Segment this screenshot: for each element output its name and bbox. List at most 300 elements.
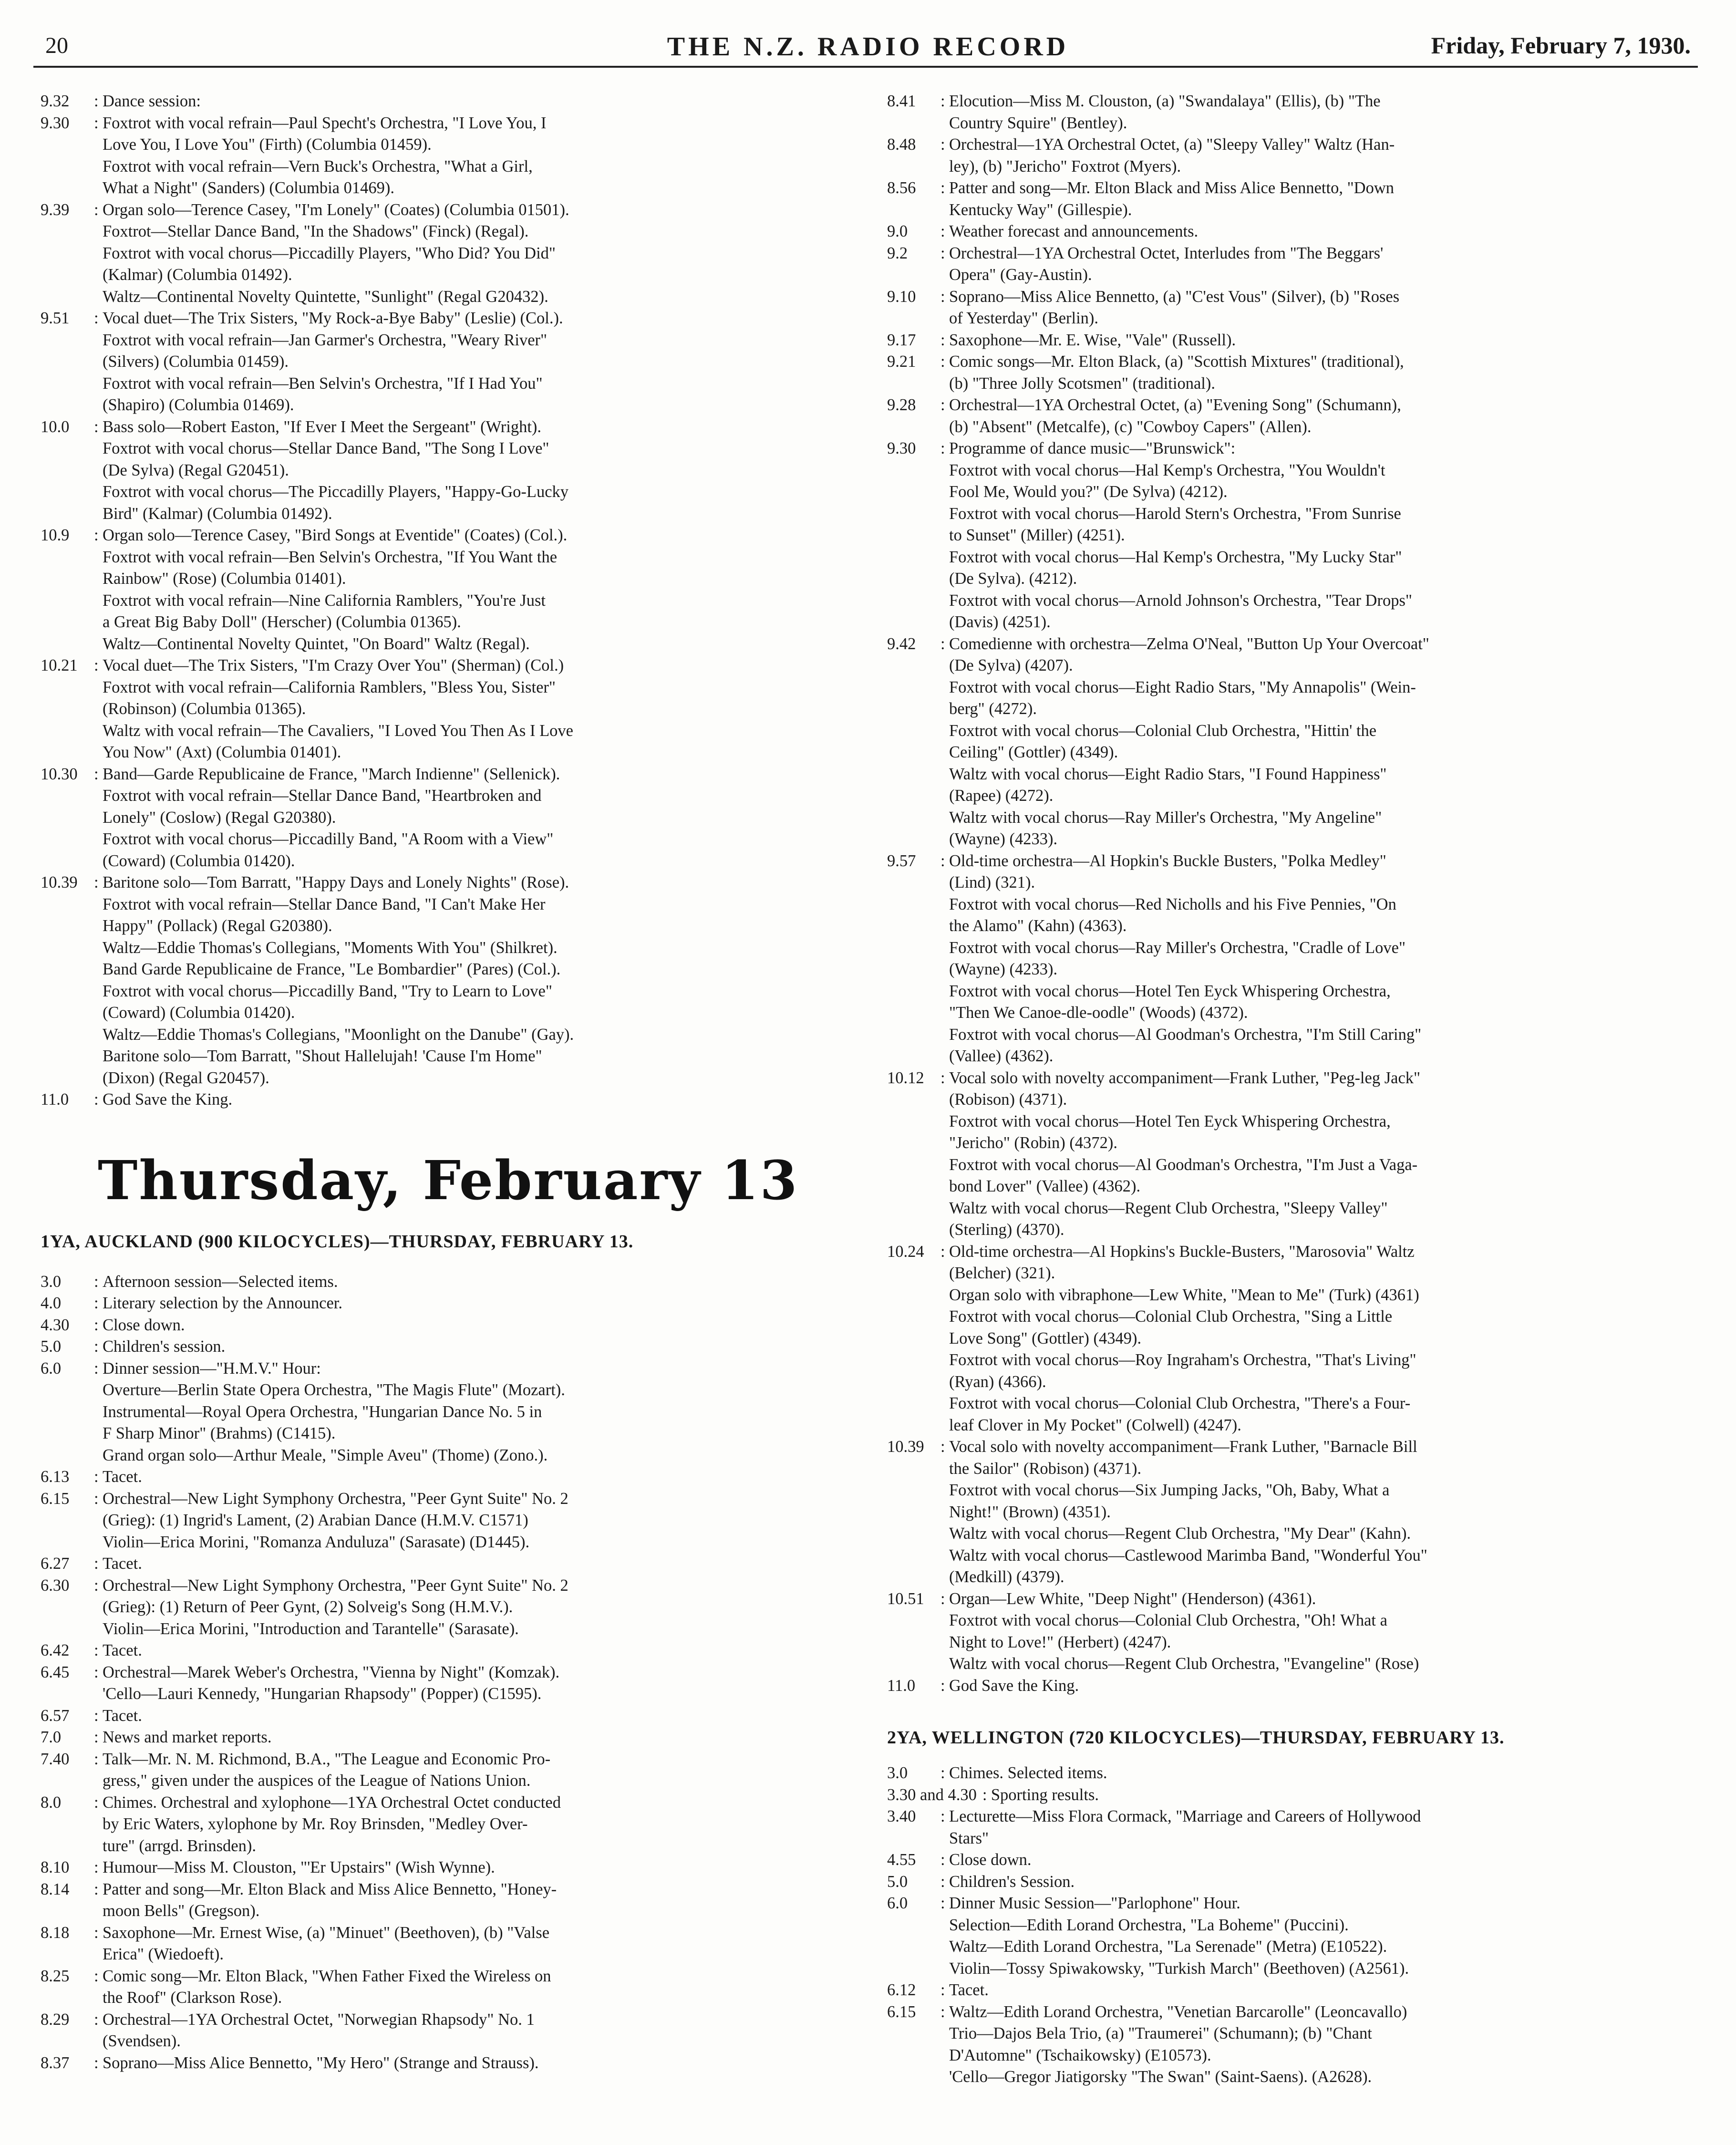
programme-line: (Wayne) (4233). [949,960,1058,978]
programme-line: Foxtrot with vocal chorus—Harold Stern's Orchestra, "From Sunrise [949,504,1401,523]
programme-time: 6.57 [41,1706,70,1725]
programme-line: Organ solo—Terence Casey, "Bird Songs at Eventide" (Coates) (Col.). [103,526,568,544]
programme-entry [41,1553,851,1575]
time-separator: : [940,851,945,870]
programme-line: Vocal duet—The Trix Sisters, "My Rock-a-Bye Baby" (Leslie) (Col.). [103,309,563,327]
time-separator: : [94,309,99,327]
programme-entry [41,1640,851,1662]
time-separator: : [94,1554,99,1573]
programme-entry [41,308,851,416]
programme-line: Foxtrot with vocal chorus—Hal Kemp's Orchestra, "My Lucky Star" [949,548,1402,566]
programme-line: Waltz with vocal chorus—Regent Club Orchestra, "Sleepy Valley" [949,1199,1388,1217]
programme-line: Vocal solo with novelty accompaniment—Frank Luther, "Barnacle Bill [949,1438,1417,1456]
programme-details [103,1466,851,1488]
programme-line: Organ solo with vibraphone—Lew White, "Mean to Me" (Turk) (4361) [949,1285,1419,1304]
programme-line: Foxtrot with vocal refrain—California Ramblers, "Bless You, Sister" [103,678,556,696]
programme-time: 8.56 [887,179,916,197]
programme-entry [41,1792,851,1857]
programme-line: Tacet. [949,1981,989,1999]
time-separator: : [94,2053,99,2072]
programme-time: 9.21 [887,352,916,371]
programme-time: 9.39 [41,200,70,219]
programme-line: Foxtrot with vocal refrain—Paul Specht's Orchestra, "I Love You, I [103,114,547,132]
programme-entry [887,394,1698,438]
programme-line: Waltz—Eddie Thomas's Collegians, "Moonlight on the Danube" (Gay). [103,1025,574,1044]
programme-time: 8.29 [41,2010,70,2029]
programme-details [949,1762,1698,1784]
programme-line: (Vallee) (4362). [949,1047,1054,1065]
programme-line: Tacet. [103,1468,142,1486]
programme-line: Old-time orchestra—Al Hopkin's Buckle Busters, "Polka Medley" [949,851,1386,870]
programme-line: (De Sylva) (4207). [949,656,1073,674]
programme-details [103,2052,851,2074]
programme-entry [41,525,851,655]
programme-details [991,1784,1698,1806]
programme-line: Vocal duet—The Trix Sisters, "I'm Crazy Over You" (Sherman) (Col.) [103,656,564,674]
programme-entry [887,1675,1698,1697]
programme-line: Foxtrot with vocal chorus—Ray Miller's Orchestra, "Cradle of Love" [949,938,1406,957]
programme-line: You Now" (Axt) (Columbia 01401). [103,743,341,761]
programme-details [949,1675,1698,1697]
time-separator: : [94,1880,99,1898]
time-separator: : [94,1359,99,1378]
programme-line: Band—Garde Republicaine de France, "March Indienne" (Sellenick). [103,765,560,783]
programme-line: Overture—Berlin State Opera Orchestra, "The Magis Flute" (Mozart). [103,1381,565,1399]
programme-line: Tacet. [103,1554,142,1573]
programme-entry [887,286,1698,330]
programme-line: Bird" (Kalmar) (Columbia 01492). [103,504,332,523]
programme-entry [41,1336,851,1358]
programme-time: 9.32 [41,92,70,110]
programme-time: 9.17 [887,331,916,349]
time-separator: : [940,1242,945,1261]
programme-details [103,1315,851,1337]
programme-line: Waltz with vocal chorus—Castlewood Marimba Band, "Wonderful You" [949,1546,1427,1565]
programme-details [103,1857,851,1879]
programme-details [103,525,851,655]
programme-line: Comic song—Mr. Elton Black, "When Father Fixed the Wireless on [103,1967,551,1985]
programme-line: Rainbow" (Rose) (Columbia 01401). [103,570,346,588]
time-separator: : [94,1923,99,1942]
programme-line: Foxtrot with vocal chorus—Hotel Ten Eyck Whispering Orchestra, [949,1112,1391,1130]
programme-details [949,1893,1698,1979]
programme-entry [887,351,1698,394]
programme-line: Violin—Tossy Spiwakowsky, "Turkish March" (Beethoven) (A2561). [949,1959,1409,1978]
programme-details [949,330,1698,352]
programme-time: 9.28 [887,396,916,414]
programme-line: Foxtrot with vocal refrain—Ben Selvin's Orchestra, "If You Want the [103,548,558,566]
programme-line: Waltz with vocal chorus—Regent Club Orchestra, "Evangeline" (Rose) [949,1655,1419,1673]
programme-line: the Sailor" (Robison) (4371). [949,1459,1142,1478]
programme-line: (Wayne) (4233). [949,830,1058,848]
programme-time: 8.18 [41,1923,70,1942]
programme-line: a Great Big Baby Doll" (Herscher) (Columbia 01365). [103,613,461,631]
programme-line: moon Bells" (Gregson). [103,1902,260,1920]
programme-line: Foxtrot with vocal chorus—Al Goodman's Orchestra, "I'm Just a Vaga- [949,1155,1418,1174]
programme-entry [887,221,1698,243]
programme-line: (Dixon) (Regal G20457). [103,1068,269,1087]
programme-details [103,1089,851,1111]
programme-line: Waltz—Continental Novelty Quintette, "Sunlight" (Regal G20432). [103,287,548,306]
programme-details [949,243,1698,286]
programme-list-continued [41,91,851,1111]
programme-time: 5.0 [887,1872,908,1891]
programme-line: the Roof" (Clarkson Rose). [103,1989,282,2007]
programme-entry [41,1922,851,1966]
issue-date: Friday, February 7, 1930. [1431,32,1691,59]
programme-line: Bass solo—Robert Easton, "If Ever I Meet the Sergeant" (Wright). [103,417,542,436]
programme-line: God Save the King. [103,1090,233,1109]
programme-line: Foxtrot with vocal chorus—Hotel Ten Eyck Whispering Orchestra, [949,982,1391,1000]
programme-list-1ya-late [887,91,1698,1697]
programme-line: Dance session: [103,92,201,110]
programme-line: (Grieg): (1) Ingrid's Lament, (2) Arabian Dance (H.M.V. C1571) [103,1511,528,1529]
programme-line: Foxtrot with vocal chorus—Colonial Club Orchestra, "Hittin' the [949,721,1377,740]
programme-details [103,1922,851,1966]
programme-line: Foxtrot with vocal chorus—Colonial Club Orchestra, "Sing a Little [949,1307,1393,1326]
programme-time: 10.24 [887,1242,924,1261]
programme-details [949,2001,1698,2088]
programme-time: 9.42 [887,634,916,653]
programme-entry [41,1271,851,1293]
programme-time: 3.0 [887,1764,908,1782]
programme-entry [887,1067,1698,1241]
programme-line: Instrumental—Royal Opera Orchestra, "Hungarian Dance No. 5 in [103,1402,542,1421]
programme-details [103,1749,851,1792]
time-separator: : [94,1294,99,1312]
programme-details [949,1067,1698,1241]
programme-line: Foxtrot with vocal chorus—Hal Kemp's Orchestra, "You Wouldn't [949,461,1385,479]
programme-line: (De Sylva). (4212). [949,570,1077,588]
publication-title: THE N.Z. RADIO RECORD [667,32,1069,62]
programme-time: 9.30 [41,114,70,132]
programme-line: Waltz with vocal chorus—Regent Club Orchestra, "My Dear" (Kahn). [949,1524,1411,1543]
programme-line: Comedienne with orchestra—Zelma O'Neal, "Button Up Your Overcoat" [949,634,1429,653]
programme-entry [41,1705,851,1727]
programme-line: Love Song" (Gottler) (4349). [949,1329,1142,1347]
programme-line: Selection—Edith Lorand Orchestra, "La Boheme" (Puccini). [949,1916,1349,1934]
programme-line: (Davis) (4251). [949,613,1051,631]
programme-line: Patter and song—Mr. Elton Black and Miss Alice Bennetto, "Down [949,179,1395,197]
time-separator: : [940,2002,945,2021]
programme-line: (Robison) (4371). [949,1090,1067,1109]
programme-line: Organ solo—Terence Casey, "I'm Lonely" (Coates) (Columbia 01501). [103,200,569,219]
programme-time: 6.0 [887,1894,908,1912]
programme-time: 3.0 [41,1272,62,1291]
programme-line: Foxtrot with vocal chorus—Eight Radio Stars, "My Annapolis" (Wein- [949,678,1416,696]
programme-time: 3.30 and 4.30 [887,1785,977,1804]
programme-details [949,1979,1698,2001]
programme-line: Waltz with vocal chorus—Ray Miller's Orchestra, "My Angeline" [949,808,1382,827]
time-separator: : [94,1576,99,1595]
programme-time: 7.40 [41,1750,70,1768]
programme-line: Foxtrot with vocal chorus—Arnold Johnson's Orchestra, "Tear Drops" [949,591,1412,610]
time-separator: : [940,1981,945,1999]
programme-line: Orchestral—Marek Weber's Orchestra, "Vienna by Night" (Komzak). [103,1663,560,1681]
programme-line: (Ryan) (4366). [949,1372,1046,1391]
programme-entry [41,113,851,199]
time-separator: : [940,179,945,197]
programme-entry [41,1293,851,1315]
programme-line: leaf Clover in My Pocket" (Colwell) (4247). [949,1416,1241,1434]
programme-line: Sporting results. [991,1785,1099,1804]
programme-entry [41,199,851,308]
programme-time: 9.2 [887,244,908,262]
programme-line: Orchestral—1YA Orchestral Octet, "Norwegian Rhapsody" No. 1 [103,2010,535,2029]
time-separator: : [940,1894,945,1912]
programme-line: News and market reports. [103,1728,272,1746]
programme-details [103,416,851,525]
programme-line: the Alamo" (Kahn) (4363). [949,917,1127,935]
day-heading: Thursday, February 13 [98,1149,799,1212]
programme-time: 10.9 [41,526,70,544]
programme-details [103,1727,851,1749]
programme-line: (Kalmar) (Columbia 01492). [103,266,292,284]
programme-time: 8.25 [41,1967,70,1985]
programme-line: Humour—Miss M. Clouston, "'Er Upstairs" (Wish Wynne). [103,1858,495,1876]
time-separator: : [940,1438,945,1456]
programme-entry [41,1727,851,1749]
programme-time: 8.37 [41,2053,70,2072]
programme-time: 10.39 [41,873,78,891]
programme-time: 10.0 [41,417,70,436]
programme-line: Foxtrot with vocal chorus—Red Nicholls and his Five Pennies, "On [949,895,1396,913]
programme-line: (Coward) (Columbia 01420). [103,1004,295,1022]
programme-time: 9.30 [887,439,916,457]
programme-line: Foxtrot with vocal refrain—Vern Buck's Orchestra, "What a Girl, [103,157,533,176]
programme-line: 'Cello—Lauri Kennedy, "Hungarian Rhapsody" (Popper) (C1595). [103,1685,542,1703]
programme-line: Close down. [949,1851,1032,1869]
programme-line: "Jericho" (Robin) (4372). [949,1134,1117,1152]
programme-details [103,1271,851,1293]
programme-line: Violin—Erica Morini, "Romanza Anduluza" (Sarasate) (D1445). [103,1533,530,1551]
time-separator: : [94,114,99,132]
programme-line: Chimes. Selected items. [949,1764,1107,1782]
page-number: 20 [45,33,68,58]
programme-entry [887,177,1698,221]
programme-line: Orchestral—1YA Orchestral Octet, (a) "Sleepy Valley" Waltz (Han- [949,135,1395,154]
programme-line: Saxophone—Mr. E. Wise, "Vale" (Russell). [949,331,1236,349]
programme-line: Grand organ solo—Arthur Meale, "Simple Aveu" (Thome) (Zono.). [103,1446,548,1464]
programme-line: to Sunset" (Miller) (4251). [949,526,1125,544]
programme-line: Waltz with vocal refrain—The Cavaliers, "I Loved You Then As I Love [103,721,573,740]
time-separator: : [94,1858,99,1876]
programme-line: Opera" (Gay-Austin). [949,266,1092,284]
programme-time: 3.40 [887,1807,916,1825]
time-separator: : [940,1807,945,1825]
programme-time: 11.0 [887,1676,916,1695]
programme-line: Close down. [103,1316,185,1334]
time-separator: : [940,1851,945,1869]
programme-line: Happy" (Pollack) (Regal G20380). [103,917,332,935]
programme-details [103,1640,851,1662]
time-separator: : [940,1676,945,1695]
programme-details [949,1241,1698,1437]
programme-line: Foxtrot with vocal chorus—Colonial Club Orchestra, "Oh! What a [949,1611,1387,1629]
time-separator: : [94,656,99,674]
programme-time: 8.10 [41,1858,70,1876]
programme-details [949,286,1698,330]
programme-details [949,1871,1698,1893]
programme-line: Foxtrot with vocal refrain—Ben Selvin's Orchestra, "If I Had You" [103,374,543,393]
programme-details [103,1792,851,1857]
time-separator: : [940,352,945,371]
programme-details [103,1879,851,1922]
programme-line: Violin—Erica Morini, "Introduction and Tarantelle" (Sarasate). [103,1619,519,1638]
left-column [41,91,851,2074]
programme-time: 10.12 [887,1068,924,1087]
programme-time: 6.15 [887,2002,916,2021]
programme-line: Band Garde Republicaine de France, "Le Bombardier" (Pares) (Col.). [103,960,561,978]
time-separator: : [94,1793,99,1812]
programme-details [949,351,1698,394]
programme-time: 5.0 [41,1337,62,1356]
programme-line: Comic songs—Mr. Elton Black, (a) "Scottish Mixtures" (traditional), [949,352,1404,371]
time-separator: : [94,873,99,891]
programme-entry [887,330,1698,352]
programme-details [949,134,1698,177]
programme-line: F Sharp Minor" (Brahms) (C1415). [103,1424,336,1442]
programme-line: Foxtrot with vocal refrain—Nine California Ramblers, "You're Just [103,591,546,610]
programme-line: ture" (arrgd. Brinsden). [103,1836,256,1855]
programme-details [103,1358,851,1467]
programme-line: Foxtrot with vocal refrain—Jan Garmer's Orchestra, "Weary River" [103,331,548,349]
programme-line: berg" (4272). [949,700,1037,718]
time-separator: : [940,1589,945,1608]
programme-line: Talk—Mr. N. M. Richmond, B.A., "The League and Economic Pro- [103,1750,551,1768]
programme-line: of Yesterday" (Berlin). [949,309,1099,327]
programme-line: (b) "Absent" (Metcalfe), (c) "Cowboy Capers" (Allen). [949,417,1312,436]
programme-line: D'Automne" (Tschaikowsky) (E10573). [949,2046,1211,2064]
programme-line: Orchestral—1YA Orchestral Octet, Interludes from "The Beggars' [949,244,1384,262]
programme-line: (Silvers) (Columbia 01459). [103,352,289,371]
programme-line: Waltz—Edith Lorand Orchestra, "Venetian Barcarolle" (Leoncavallo) [949,2002,1407,2021]
time-separator: : [94,1706,99,1725]
programme-entry [887,1979,1698,2001]
page-header [45,28,1691,66]
programme-details [103,1575,851,1640]
programme-line: Foxtrot with vocal refrain—Stellar Dance Band, "I Can't Make Her [103,895,546,913]
programme-line: Foxtrot with vocal refrain—Stellar Dance Band, "Heartbroken and [103,787,542,805]
programme-time: 6.13 [41,1468,70,1486]
programme-line: Old-time orchestra—Al Hopkins's Buckle-Busters, "Marosovia" Waltz [949,1242,1415,1261]
programme-line: ley), (b) "Jericho" Foxtrot (Myers). [949,157,1181,176]
programme-line: Kentucky Way" (Gillespie). [949,200,1132,219]
programme-line: Elocution—Miss M. Clouston, (a) "Swandalaya" (Ellis), (b) "The [949,92,1381,110]
programme-line: Vocal solo with novelty accompaniment—Frank Luther, "Peg-leg Jack" [949,1068,1421,1087]
programme-time: 10.39 [887,1438,924,1456]
programme-entry [41,1857,851,1879]
programme-time: 8.14 [41,1880,70,1898]
time-separator: : [94,765,99,783]
programme-time: 6.12 [887,1981,916,1999]
programme-entry [887,91,1698,134]
programme-entry [887,1893,1698,1979]
programme-details [103,872,851,1089]
programme-line: Dinner Music Session—"Parlophone" Hour. [949,1894,1240,1912]
programme-entry [41,1488,851,1554]
programme-line: gress," given under the auspices of the League of Nations Union. [103,1772,531,1790]
programme-entry [887,850,1698,1067]
programme-time: 7.0 [41,1728,62,1746]
programme-line: Country Squire" (Bentley). [949,114,1127,132]
time-separator: : [940,1872,945,1891]
programme-line: bond Lover" (Vallee) (4362). [949,1177,1141,1195]
programme-entry [41,1749,851,1792]
programme-entry [41,1662,851,1705]
programme-line: Children's session. [103,1337,226,1356]
programme-entry [887,1806,1698,1849]
programme-line: Waltz with vocal chorus—Eight Radio Stars, "I Found Happiness" [949,765,1387,783]
programme-line: Lecturette—Miss Flora Cormack, "Marriage and Careers of Hollywood [949,1807,1421,1825]
programme-line: Weather forecast and announcements. [949,222,1199,240]
programme-line: (Coward) (Columbia 01420). [103,851,295,870]
programme-time: 6.27 [41,1554,70,1573]
programme-line: Waltz—Eddie Thomas's Collegians, "Moments With You" (Shilkret). [103,938,558,957]
programme-details [103,113,851,199]
programme-entry [887,1762,1698,1784]
programme-entry [41,1575,851,1640]
programme-details [103,1966,851,2009]
time-separator: : [940,396,945,414]
programme-entry [887,438,1698,633]
programme-line: Foxtrot with vocal chorus—Six Jumping Jacks, "Oh, Baby, What a [949,1481,1390,1499]
programme-line: Organ—Lew White, "Deep Night" (Henderson) (4361). [949,1589,1316,1608]
programme-entry [887,1241,1698,1437]
programme-details [103,1705,851,1727]
programme-entry [41,416,851,525]
time-separator: : [982,1785,987,1804]
time-separator: : [94,417,99,436]
programme-entry [887,243,1698,286]
programme-details [949,1436,1698,1588]
programme-line: Foxtrot with vocal chorus—Piccadilly Players, "Who Did? You Did" [103,244,556,262]
programme-time: 11.0 [41,1090,69,1109]
programme-line: Foxtrot with vocal chorus—Stellar Dance Band, "The Song I Love" [103,439,549,457]
programme-entry [41,2009,851,2052]
programme-line: Baritone solo—Tom Barratt, "Shout Hallelujah! 'Cause I'm Home" [103,1047,542,1065]
time-separator: : [94,1090,99,1109]
time-separator: : [94,2010,99,2029]
programme-line: Foxtrot with vocal chorus—Piccadilly Band, "A Room with a View" [103,830,554,848]
programme-details [949,633,1698,850]
programme-time: 6.45 [41,1663,70,1681]
programme-details [949,1588,1698,1675]
programme-line: (Shapiro) (Columbia 01469). [103,396,294,414]
programme-details [949,438,1698,633]
programme-line: (Lind) (321). [949,873,1035,891]
time-separator: : [94,526,99,544]
programme-line: (Sterling) (4370). [949,1221,1064,1239]
programme-time: 4.0 [41,1294,62,1312]
programme-time: 8.0 [41,1793,62,1812]
programme-line: Ceiling" (Gottler) (4349). [949,743,1118,761]
time-separator: : [94,1663,99,1681]
programme-line: Chimes. Orchestral and xylophone—1YA Orchestral Octet conducted [103,1793,561,1812]
programme-details [949,221,1698,243]
programme-line: (Medkill) (4379). [949,1568,1064,1586]
programme-details [103,1553,851,1575]
programme-entry [41,1966,851,2009]
programme-entry [887,2001,1698,2088]
time-separator: : [94,1728,99,1746]
programme-entry [41,1315,851,1337]
programme-line: Orchestral—New Light Symphony Orchestra, "Peer Gynt Suite" No. 2 [103,1489,568,1508]
programme-entry [887,134,1698,177]
programme-details [949,91,1698,134]
programme-details [103,1293,851,1315]
programme-entry [41,1466,851,1488]
